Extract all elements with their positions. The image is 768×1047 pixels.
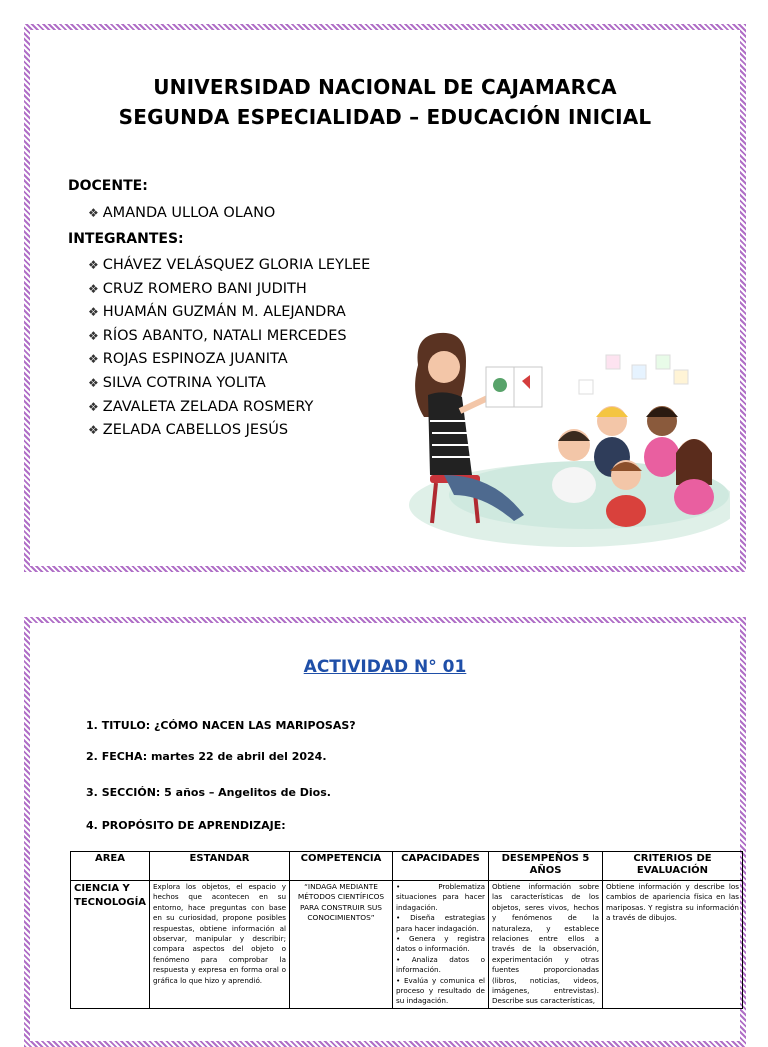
diamond-bullet-icon: ❖ bbox=[88, 305, 99, 320]
header-criterios: CRITERIOS DE EVALUACIÓN bbox=[603, 852, 743, 881]
list-item: ❖ RÍOS ABANTO, NATALI MERCEDES bbox=[88, 327, 347, 344]
integrantes-label: INTEGRANTES: bbox=[68, 231, 184, 247]
header-desempenos: DESEMPEÑOS 5 AÑOS bbox=[489, 852, 603, 881]
list-item: ❖ ZAVALETA ZELADA ROSMERY bbox=[88, 398, 314, 415]
child-5 bbox=[674, 439, 714, 515]
capacidad-item: • Evalúa y comunica el proceso y resultado de su indagación. bbox=[396, 975, 485, 1006]
docente-label: DOCENTE: bbox=[68, 178, 148, 194]
wall-drawing bbox=[674, 370, 688, 384]
integrantes-list bbox=[88, 254, 370, 443]
book-tree bbox=[493, 378, 507, 392]
cell-competencia: “INDAGA MEDIANTE MÉTODOS CIENTÍFICOS PARA CONSTRUIR SUS CONOCIMIENTOS” bbox=[290, 881, 393, 1009]
capacidad-item: • Problematiza situaciones para hacer indagación. bbox=[396, 882, 485, 912]
capacidad-item: • Diseña estrategias para hacer indagación. bbox=[396, 913, 485, 933]
diamond-bullet-icon: ❖ bbox=[88, 328, 99, 343]
list-item: ❖ ROJAS ESPINOZA JUANITA bbox=[88, 351, 288, 368]
diamond-bullet-icon: ❖ bbox=[88, 399, 99, 414]
activity-title: ACTIVIDAD N° 01 bbox=[303, 657, 467, 677]
wall-drawing bbox=[606, 355, 620, 369]
teacher-reading-illustration bbox=[374, 325, 730, 555]
table-header-row bbox=[71, 852, 743, 881]
title-line-1: UNIVERSIDAD NACIONAL DE CAJAMARCA bbox=[153, 75, 617, 99]
cell-area: CIENCIA Y TECNOLOGÍA bbox=[71, 881, 150, 1009]
title-line-2: SEGUNDA ESPECIALIDAD – EDUCACIÓN INICIAL bbox=[118, 105, 652, 129]
teacher-face bbox=[428, 351, 460, 383]
cell-estandar: Explora los objetos, el espacio y hechos que acontecen en su entorno, hace preguntas con base en su curiosidad, propone posibles respuestas, obtiene información al observar, manipular y describir; compara aspectos del objeto o fenómeno para comprobar la respuesta y expresa en forma oral o gráfica lo que hizo y aprendió. bbox=[150, 881, 290, 1009]
diamond-bullet-icon: ❖ bbox=[88, 206, 99, 220]
item-fecha: 2. FECHA: martes 22 de abril del 2024. bbox=[86, 750, 327, 763]
cell-capacidades bbox=[393, 881, 489, 1009]
capacidad-item: • Genera y registra datos o información. bbox=[396, 934, 485, 954]
diamond-bullet-icon: ❖ bbox=[88, 352, 99, 367]
cover-page bbox=[24, 24, 746, 572]
cover-title bbox=[30, 72, 740, 132]
docente-list bbox=[88, 202, 275, 226]
cell-desempenos: Obtiene información sobre las características de los objetos, seres vivos, hechos y fenómenos de la naturaleza, y establece relaciones entre ellos a través de la observación, experimentación y otras fuentes proporcionadas (libros, noticias, videos, imágenes, entrevistas). Describe sus características, bbox=[489, 881, 603, 1009]
learning-plan-table bbox=[70, 851, 743, 1009]
list-item: ❖ HUAMÁN GUZMÁN M. ALEJANDRA bbox=[88, 304, 346, 321]
wall-drawing bbox=[632, 365, 646, 379]
header-estandar: ESTANDAR bbox=[150, 852, 290, 881]
item-proposito: 4. PROPÓSITO DE APRENDIZAJE: bbox=[86, 819, 286, 832]
list-item: ❖ SILVA COTRINA YOLITA bbox=[88, 374, 266, 391]
item-titulo: 1. TITULO: ¿CÓMO NACEN LAS MARIPOSAS? bbox=[86, 719, 356, 732]
item-seccion: 3. SECCIÓN: 5 años – Angelitos de Dios. bbox=[86, 786, 331, 799]
diamond-bullet-icon: ❖ bbox=[88, 258, 99, 272]
capacidad-item: • Analiza datos o información. bbox=[396, 954, 485, 975]
diamond-bullet-icon: ❖ bbox=[88, 423, 99, 438]
list-item: ❖ ZELADA CABELLOS JESÚS bbox=[88, 422, 289, 439]
wall-drawing bbox=[656, 355, 670, 369]
header-competencia: COMPETENCIA bbox=[290, 852, 393, 881]
wall-drawing bbox=[579, 380, 593, 394]
table-row bbox=[71, 881, 743, 1009]
cell-criterios: Obtiene información y describe los cambios de apariencia física en las mariposas. Y registra su información a través de dibujos. bbox=[603, 881, 743, 1009]
activity-page bbox=[24, 617, 746, 1047]
diamond-bullet-icon: ❖ bbox=[88, 375, 99, 390]
header-area: AREA bbox=[71, 852, 150, 881]
list-item: ❖ AMANDA ULLOA OLANO bbox=[88, 205, 276, 221]
list-item: ❖ CRUZ ROMERO BANI JUDITH bbox=[88, 280, 307, 297]
list-item: ❖ CHÁVEZ VELÁSQUEZ GLORIA LEYLEE bbox=[88, 257, 371, 273]
header-capacidades: CAPACIDADES bbox=[393, 852, 489, 881]
child-4 bbox=[644, 406, 680, 477]
diamond-bullet-icon: ❖ bbox=[88, 281, 99, 296]
